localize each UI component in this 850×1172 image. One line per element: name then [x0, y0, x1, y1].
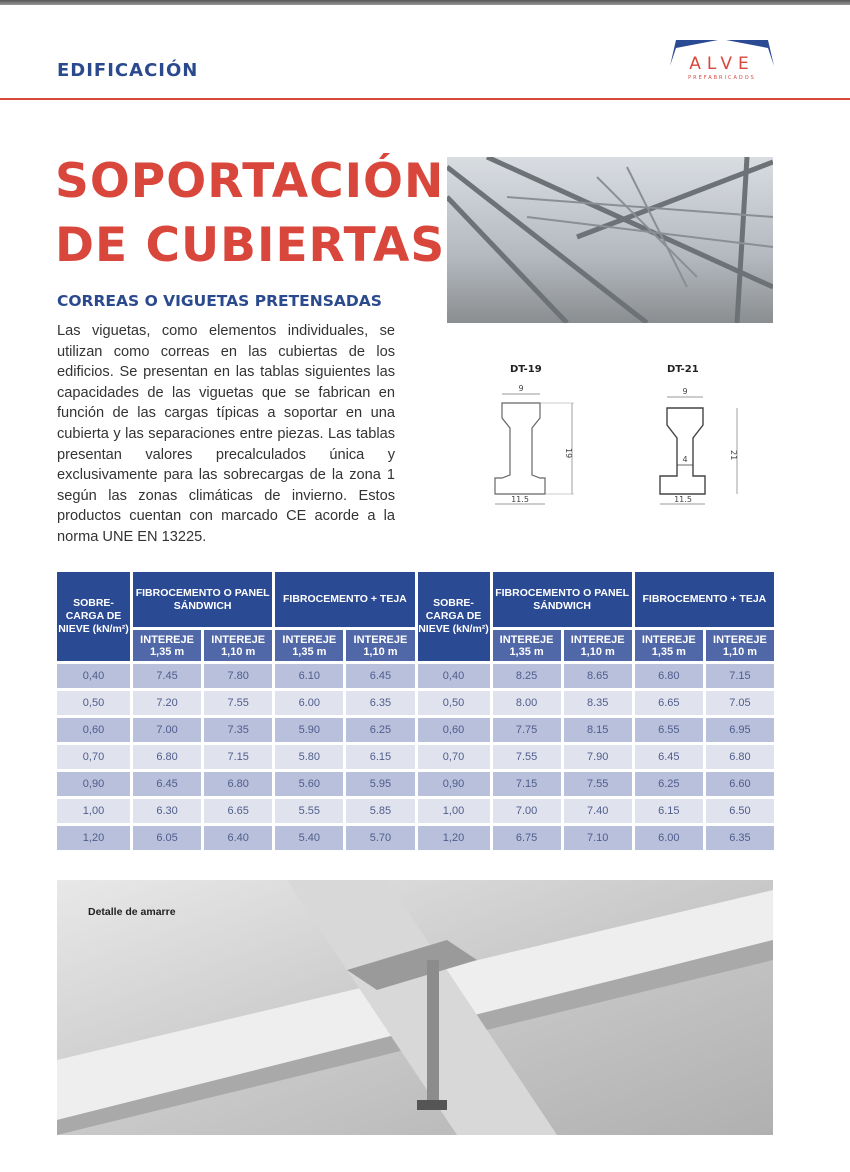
group-header: FIBROCEMENTO + TEJA	[635, 572, 774, 627]
load-value: 1,20	[418, 826, 490, 850]
load-value: 0,90	[57, 772, 130, 796]
diagram-label: DT-21	[667, 364, 699, 375]
photo-caption: Detalle de amarre	[88, 906, 176, 918]
span-value: 5.55	[275, 799, 343, 823]
span-value: 7.05	[706, 691, 774, 715]
span-value: 8.65	[564, 664, 632, 688]
span-value: 6.00	[275, 691, 343, 715]
span-value: 5.95	[346, 772, 414, 796]
table-row	[57, 664, 774, 688]
table-row	[57, 691, 774, 715]
span-value: 5.80	[275, 745, 343, 769]
span-value: 7.55	[204, 691, 272, 715]
sub-header: INTEREJE 1,10 m	[346, 630, 414, 661]
svg-text:19: 19	[564, 448, 573, 459]
span-value: 6.80	[133, 745, 201, 769]
svg-text:4: 4	[682, 455, 688, 464]
roof-structure-photo	[447, 157, 773, 323]
page-title	[55, 150, 445, 278]
span-value: 7.55	[564, 772, 632, 796]
span-value: 5.90	[275, 718, 343, 742]
load-value: 1,00	[57, 799, 130, 823]
span-value: 6.25	[346, 718, 414, 742]
span-value: 6.30	[133, 799, 201, 823]
span-value: 6.75	[493, 826, 561, 850]
span-value: 7.15	[204, 745, 272, 769]
title-line: SOPORTACIÓN	[55, 154, 445, 209]
span-value: 7.00	[133, 718, 201, 742]
diagram-label: DT-19	[510, 364, 542, 375]
span-value: 6.35	[346, 691, 414, 715]
alve-logo	[668, 36, 776, 82]
header-divider	[0, 98, 850, 100]
load-value: 0,50	[418, 691, 490, 715]
span-value: 6.80	[204, 772, 272, 796]
dt19-section	[490, 380, 590, 510]
span-value: 6.45	[346, 664, 414, 688]
span-value: 6.60	[706, 772, 774, 796]
span-value: 7.80	[204, 664, 272, 688]
load-value: 0,70	[418, 745, 490, 769]
sub-header: INTEREJE 1,10 m	[706, 630, 774, 661]
span-value: 7.15	[706, 664, 774, 688]
group-header: FIBROCEMENTO O PANEL SÁNDWICH	[133, 572, 272, 627]
span-value: 6.55	[635, 718, 703, 742]
sub-header: INTEREJE 1,10 m	[204, 630, 272, 661]
table-row	[57, 718, 774, 742]
diagram-dt21	[655, 362, 755, 512]
span-value: 5.70	[346, 826, 414, 850]
load-value: 0,90	[418, 772, 490, 796]
span-value: 7.10	[564, 826, 632, 850]
section-label: EDIFICACIÓN	[57, 60, 199, 81]
sub-header: INTEREJE 1,35 m	[275, 630, 343, 661]
span-value: 7.55	[493, 745, 561, 769]
table-row	[57, 826, 774, 850]
span-value: 7.45	[133, 664, 201, 688]
load-header: SOBRE-CARGA DE NIEVE (kN/m²)	[57, 572, 130, 661]
span-value: 5.85	[346, 799, 414, 823]
span-value: 6.15	[346, 745, 414, 769]
svg-text:11.5: 11.5	[674, 495, 692, 504]
span-value: 7.40	[564, 799, 632, 823]
load-value: 0,40	[57, 664, 130, 688]
sub-header: INTEREJE 1,35 m	[133, 630, 201, 661]
load-value: 0,70	[57, 745, 130, 769]
span-value: 6.50	[706, 799, 774, 823]
span-value: 8.35	[564, 691, 632, 715]
load-value: 0,60	[57, 718, 130, 742]
svg-text:PREFABRICADOS: PREFABRICADOS	[688, 75, 756, 81]
load-value: 0,60	[418, 718, 490, 742]
span-value: 7.15	[493, 772, 561, 796]
sub-header: INTEREJE 1,35 m	[493, 630, 561, 661]
span-value: 7.75	[493, 718, 561, 742]
span-value: 8.25	[493, 664, 561, 688]
span-value: 6.40	[204, 826, 272, 850]
span-value: 6.45	[133, 772, 201, 796]
load-header: SOBRE-CARGA DE NIEVE (kN/m²)	[418, 572, 490, 661]
table-row	[57, 745, 774, 769]
svg-text:9: 9	[682, 387, 688, 396]
sub-header: INTEREJE 1,10 m	[564, 630, 632, 661]
span-value: 5.60	[275, 772, 343, 796]
table-row	[57, 799, 774, 823]
top-bar	[0, 0, 850, 5]
load-capacity-table	[54, 569, 777, 853]
span-value: 8.00	[493, 691, 561, 715]
span-value: 7.00	[493, 799, 561, 823]
body-text: Las viguetas, como elementos individuales, se utilizan como correas en las cubiertas de los edificios. Se presentan en las tablas siguientes las capacidades de las viguetas que se fabrican en función de las cargas típicas a soportar en una cubierta y las separaciones entre piezas. Las tablas presentan valores precalculados única y exclusivamente para las sobrecargas de la zona 1 según las zonas climáticas de invierno. Estos productos cuentan con marcado CE acorde a la norma UNE EN 13225.	[57, 323, 395, 545]
span-value: 6.15	[635, 799, 703, 823]
dt21-section	[655, 380, 755, 510]
span-value: 6.25	[635, 772, 703, 796]
svg-text:11.5: 11.5	[511, 495, 529, 504]
span-value: 6.95	[706, 718, 774, 742]
span-value: 6.35	[706, 826, 774, 850]
span-value: 7.35	[204, 718, 272, 742]
span-value: 6.80	[635, 664, 703, 688]
span-value: 6.65	[204, 799, 272, 823]
group-header: FIBROCEMENTO O PANEL SÁNDWICH	[493, 572, 632, 627]
svg-text:9: 9	[518, 384, 524, 393]
sub-header: INTEREJE 1,35 m	[635, 630, 703, 661]
group-header: FIBROCEMENTO + TEJA	[275, 572, 414, 627]
load-value: 0,40	[418, 664, 490, 688]
tie-detail-photo	[57, 880, 773, 1135]
svg-text:ALVE: ALVE	[689, 54, 755, 74]
span-value: 6.05	[133, 826, 201, 850]
span-value: 6.45	[635, 745, 703, 769]
svg-text:21: 21	[729, 450, 738, 461]
subtitle: CORREAS O VIGUETAS PRETENSADAS	[57, 292, 382, 310]
span-value: 6.10	[275, 664, 343, 688]
span-value: 5.40	[275, 826, 343, 850]
load-value: 1,00	[418, 799, 490, 823]
span-value: 6.00	[635, 826, 703, 850]
diagram-dt19	[490, 362, 590, 512]
span-value: 8.15	[564, 718, 632, 742]
load-value: 0,50	[57, 691, 130, 715]
table-row	[57, 772, 774, 796]
title-line: DE CUBIERTAS	[55, 218, 446, 273]
span-value: 6.65	[635, 691, 703, 715]
span-value: 7.20	[133, 691, 201, 715]
span-value: 7.90	[564, 745, 632, 769]
span-value: 6.80	[706, 745, 774, 769]
load-value: 1,20	[57, 826, 130, 850]
